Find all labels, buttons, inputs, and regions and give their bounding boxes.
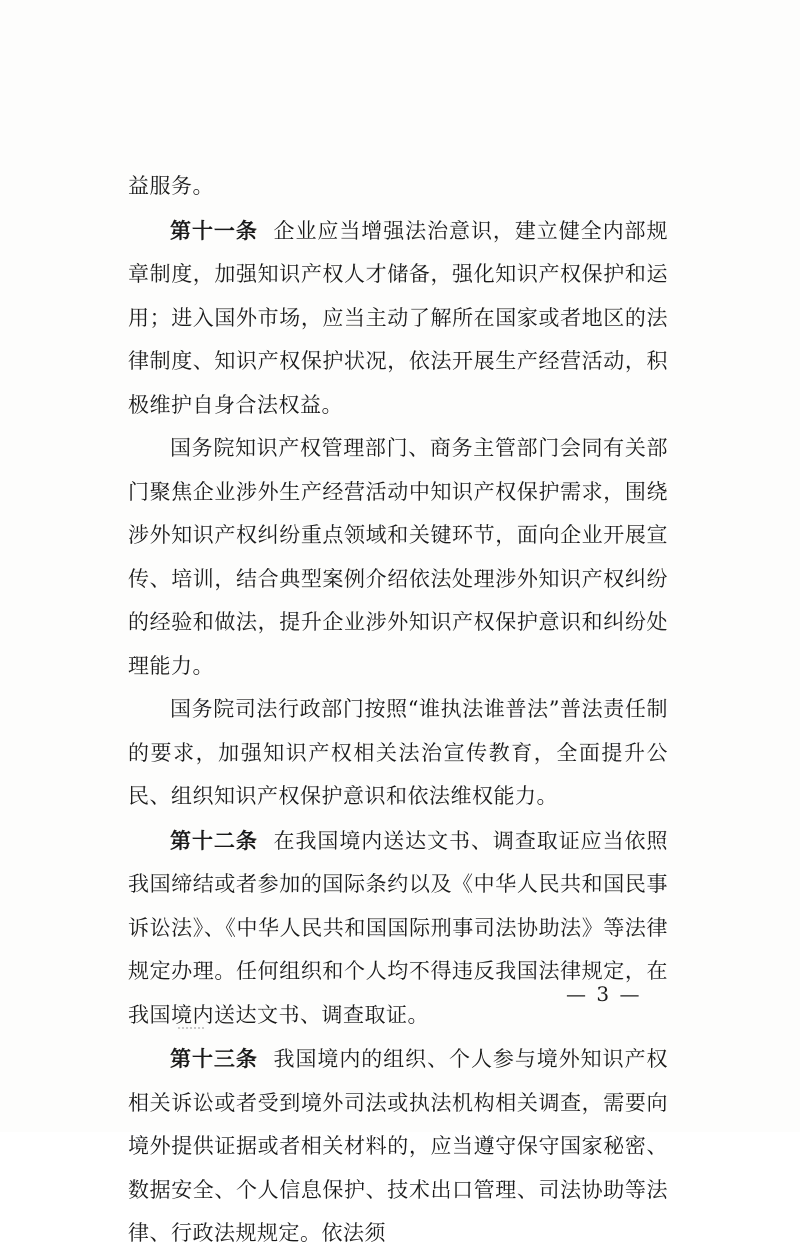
paragraph-text: 国务院司法行政部门按照“谁执法谁普法”普法责任制的要求，加强知识产权相关法治宣传教育，全面提升公民、组织知识产权保护意识和依法维权能力。 bbox=[128, 697, 668, 808]
paragraph bbox=[128, 688, 668, 819]
article-11 bbox=[128, 209, 668, 428]
article-title: 第十一条 bbox=[170, 217, 258, 243]
document-body bbox=[128, 165, 668, 1256]
paragraph-continuation bbox=[128, 165, 668, 209]
page-number: — 3 — bbox=[566, 982, 642, 1006]
article-title: 第十二条 bbox=[170, 827, 258, 853]
paragraph-text: 我国境内的组织、个人参与境外知识产权相关诉讼或者受到境外司法或执法机构相关调查，需要向境外提供证据或者相关材料的，应当遵守保守国家秘密、数据安全、个人信息保护、技术出口管理、司法协助等法律、行政法规规定。依法须 bbox=[128, 1047, 669, 1245]
paragraph bbox=[128, 427, 668, 688]
paragraph-text: 企业应当增强法治意识，建立健全内部规章制度，加强知识产权人才储备，强化知识产权保护和运用；进入国外市场，应当主动了解所在国家或者地区的法律制度、知识产权保护状况，依法开展生产经营活动，积极维护自身合法权益。 bbox=[128, 218, 669, 417]
paragraph-text: 益服务。 bbox=[128, 174, 214, 198]
paragraph-text: 在我国境内送达文书、调查取证应当依照我国缔结或者参加的国际条约以及《中华人民共和国民事诉讼法》、《中华人民共和国国际刑事司法协助法》等法律规定办理。任何组织和个人均不得违反我国法律规定，在我国境内送达文书、调查取证。 bbox=[128, 828, 669, 1027]
article-title: 第十三条 bbox=[170, 1046, 258, 1071]
paragraph-text: 国务院知识产权管理部门、商务主管部门会同有关部门聚焦企业涉外生产经营活动中知识产权保护需求，围绕涉外知识产权纠纷重点领域和关键环节，面向企业开展宣传、培训，结合典型案例介绍依法处理涉外知识产权纠纷的经验和做法，提升企业涉外知识产权保护意识和纠纷处理能力。 bbox=[128, 436, 668, 678]
article-13 bbox=[128, 1037, 668, 1256]
scan-artifact bbox=[178, 1027, 204, 1032]
